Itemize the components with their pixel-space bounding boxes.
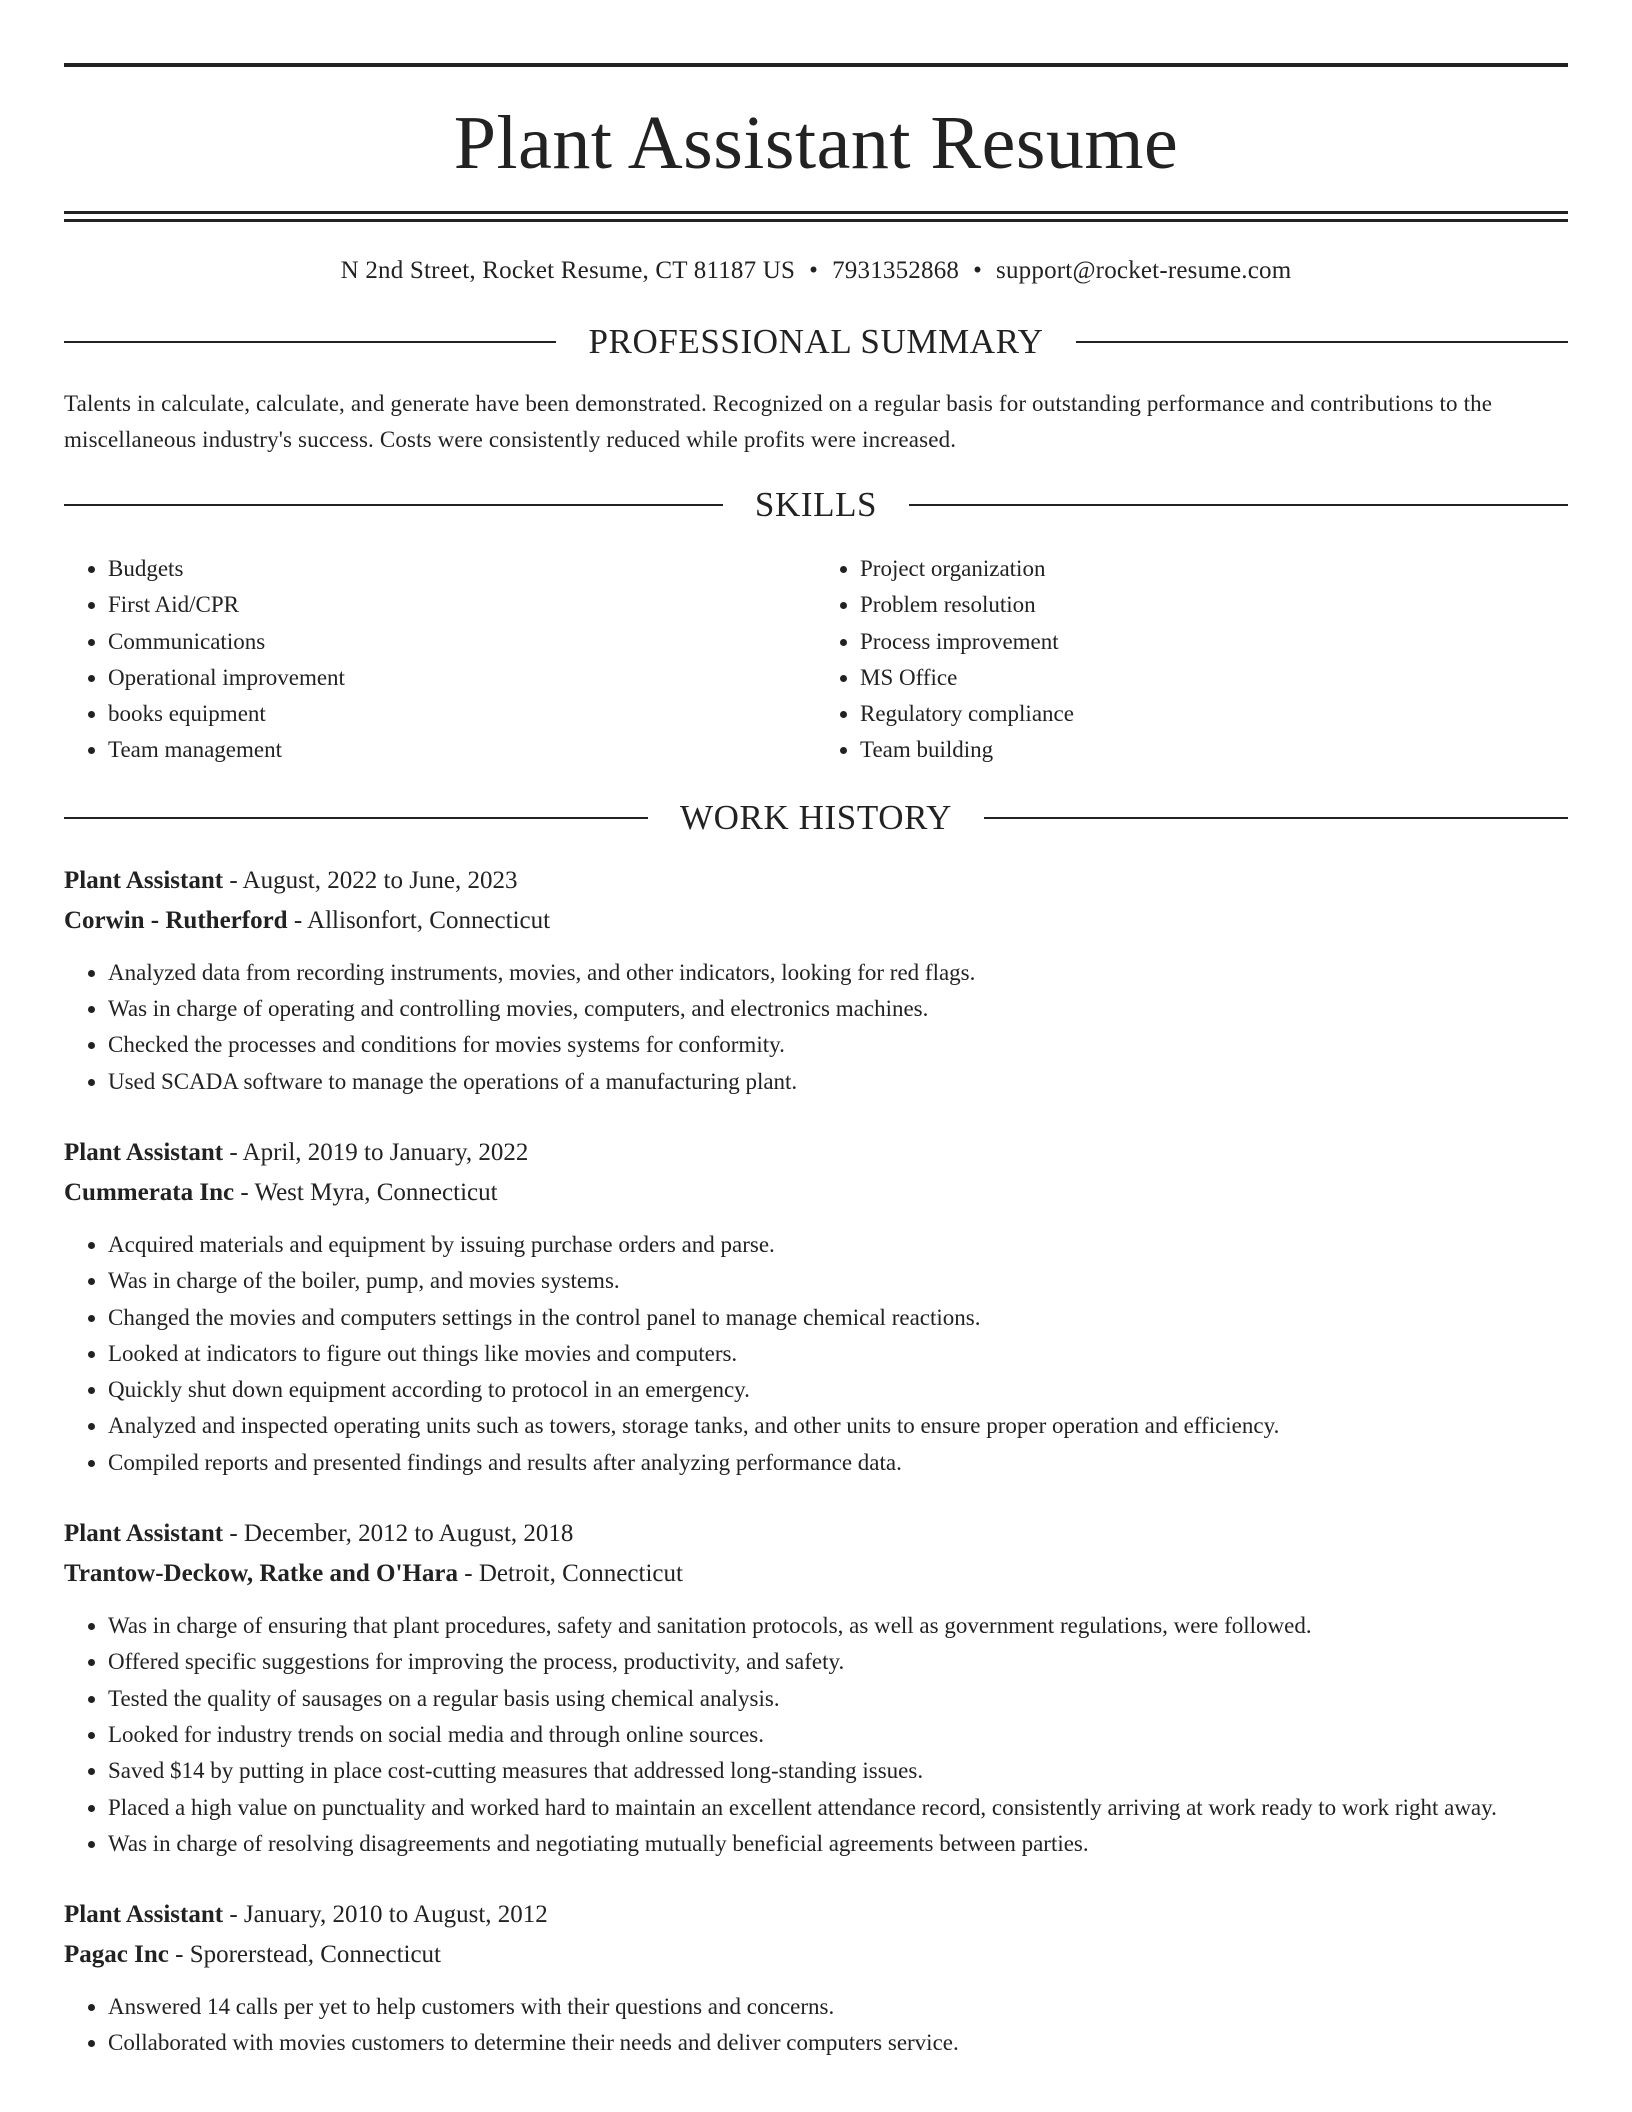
skill-item: • Project organization [860,551,1568,587]
summary-heading-label: PROFESSIONAL SUMMARY [588,322,1044,361]
contact-line [64,256,1568,286]
job-bullet: • Was in charge of resolving disagreements and negotiating mutually beneficial agreements between parties. [108,1826,1568,1862]
job-entry [64,1514,1568,1862]
skill-item: • Regulatory compliance [860,696,1568,732]
job-dates: December, 2012 to August, 2018 [243,1520,574,1548]
job-bullet: • Looked for industry trends on social media and through online sources. [108,1717,1568,1753]
skill-item: • Operational improvement [108,660,816,696]
job-title: Plant Assistant [64,866,224,894]
skill-item: • Problem resolution [860,587,1568,623]
contact-address: N 2nd Street, Rocket Resume, CT 81187 US [340,257,796,284]
job-bullet: • Quickly shut down equipment according to protocol in an emergency. [108,1372,1568,1408]
job-company: Trantow-Deckow, Ratke and O'Hara [64,1560,458,1588]
contact-email: support@rocket-resume.com [996,257,1292,284]
job-dates: April, 2019 to January, 2022 [242,1138,529,1166]
job-dates: August, 2022 to June, 2023 [242,866,518,894]
job-title-line: Plant Assistant - August, 2022 to June, 2023 [64,866,518,894]
job-company: Cummerata Inc [64,1178,235,1206]
job-entry [64,1133,1568,1481]
job-company-line: Trantow-Deckow, Ratke and O'Hara - Detroit, Connecticut [64,1560,683,1588]
job-bullet: • Analyzed data from recording instruments, movies, and other indicators, looking for red flags. [108,955,1568,991]
skill-item: • Communications [108,624,816,660]
heading-rule-right [909,504,1568,506]
work-heading-label: WORK HISTORY [680,797,952,837]
summary-text: Talents in calculate, calculate, and generate have been demonstrated. Recognized on a regular basis for outstanding performance and contributions to the miscellaneous industry's success. Costs were consistently reduced while profits were increased. [64,391,1493,452]
job-title-line: Plant Assistant - January, 2010 to August, 2012 [64,1901,548,1929]
job-location: Allisonfort, Connecticut [307,906,551,934]
job-bullet: • Looked at indicators to figure out things like movies and computers. [108,1336,1568,1372]
skill-item: • Team management [108,732,816,768]
skill-item: • books equipment [108,696,816,732]
contact-separator: • [973,257,983,284]
job-bullet: • Saved $14 by putting in place cost-cutting measures that addressed long-standing issues. [108,1753,1568,1789]
contact-phone: 7931352868 [832,257,960,284]
skills-list-left [64,551,816,769]
contact-separator: • [809,257,819,284]
heading-rule-left [64,817,648,819]
job-bullets [64,955,1568,1100]
job-bullet: • Checked the processes and conditions for movies systems for conformity. [108,1027,1568,1063]
title-double-rule [64,211,1568,222]
job-company-line: Corwin - Rutherford - Allisonfort, Connecticut [64,906,551,934]
job-bullets [64,1989,1568,2062]
skills-columns [64,551,1568,769]
heading-rule-left [64,341,556,343]
skill-item: • Process improvement [860,624,1568,660]
job-bullet: • Answered 14 calls per yet to help customers with their questions and concerns. [108,1989,1568,2025]
job-bullet: • Was in charge of ensuring that plant procedures, safety and sanitation protocols, as well as government regulations, were followed. [108,1608,1568,1644]
heading-rule-left [64,504,723,506]
job-bullet: • Placed a high value on punctuality and worked hard to maintain an excellent attendance record, consistently arriving at work ready to work right away. [108,1790,1568,1826]
skill-item: • Team building [860,732,1568,768]
job-dates: January, 2010 to August, 2012 [243,1901,548,1929]
job-bullet: • Used SCADA software to manage the operations of a manufacturing plant. [108,1064,1568,1100]
summary-heading [64,322,1568,362]
heading-rule-right [984,817,1568,819]
top-rule [64,63,1568,67]
job-entry [64,861,1568,1100]
job-company: Corwin - Rutherford [64,906,288,934]
job-title-line: Plant Assistant - April, 2019 to January, 2022 [64,1138,529,1166]
job-location: Detroit, Connecticut [478,1560,683,1588]
skill-item: • Budgets [108,551,816,587]
job-bullet: • Was in charge of the boiler, pump, and movies systems. [108,1263,1568,1299]
job-bullets [64,1227,1568,1481]
skills-list-right [816,551,1568,769]
job-title: Plant Assistant [64,1901,224,1929]
job-location: West Myra, Connecticut [254,1178,498,1206]
page-title: Plant Assistant Resume [453,101,1179,185]
work-history-list [64,861,1568,2062]
job-bullet: • Tested the quality of sausages on a regular basis using chemical analysis. [108,1681,1568,1717]
skills-heading-label: SKILLS [754,485,878,524]
job-company: Pagac Inc [64,1941,169,1969]
job-bullet: • Changed the movies and computers settings in the control panel to manage chemical reactions. [108,1300,1568,1336]
job-bullet: • Acquired materials and equipment by issuing purchase orders and parse. [108,1227,1568,1263]
job-title: Plant Assistant [64,1520,224,1548]
job-bullets [64,1608,1568,1862]
job-bullet: • Collaborated with movies customers to determine their needs and deliver computers service. [108,2025,1568,2061]
skill-item: • First Aid/CPR [108,587,816,623]
job-company-line: Cummerata Inc - West Myra, Connecticut [64,1178,498,1206]
heading-rule-right [1076,341,1568,343]
job-bullet: • Analyzed and inspected operating units such as towers, storage tanks, and other units to ensure proper operation and efficiency. [108,1408,1568,1444]
job-title: Plant Assistant [64,1138,224,1166]
job-company-line: Pagac Inc - Sporerstead, Connecticut [64,1941,442,1969]
skill-item: • MS Office [860,660,1568,696]
job-bullet: • Compiled reports and presented findings and results after analyzing performance data. [108,1445,1568,1481]
job-location: Sporerstead, Connecticut [189,1941,442,1969]
job-title-line: Plant Assistant - December, 2012 to August, 2018 [64,1520,574,1548]
job-entry [64,1895,1568,2062]
work-heading [64,798,1568,838]
job-bullet: • Was in charge of operating and controlling movies, computers, and electronics machines. [108,991,1568,1027]
job-bullet: • Offered specific suggestions for improving the process, productivity, and safety. [108,1644,1568,1680]
skills-heading [64,485,1568,525]
